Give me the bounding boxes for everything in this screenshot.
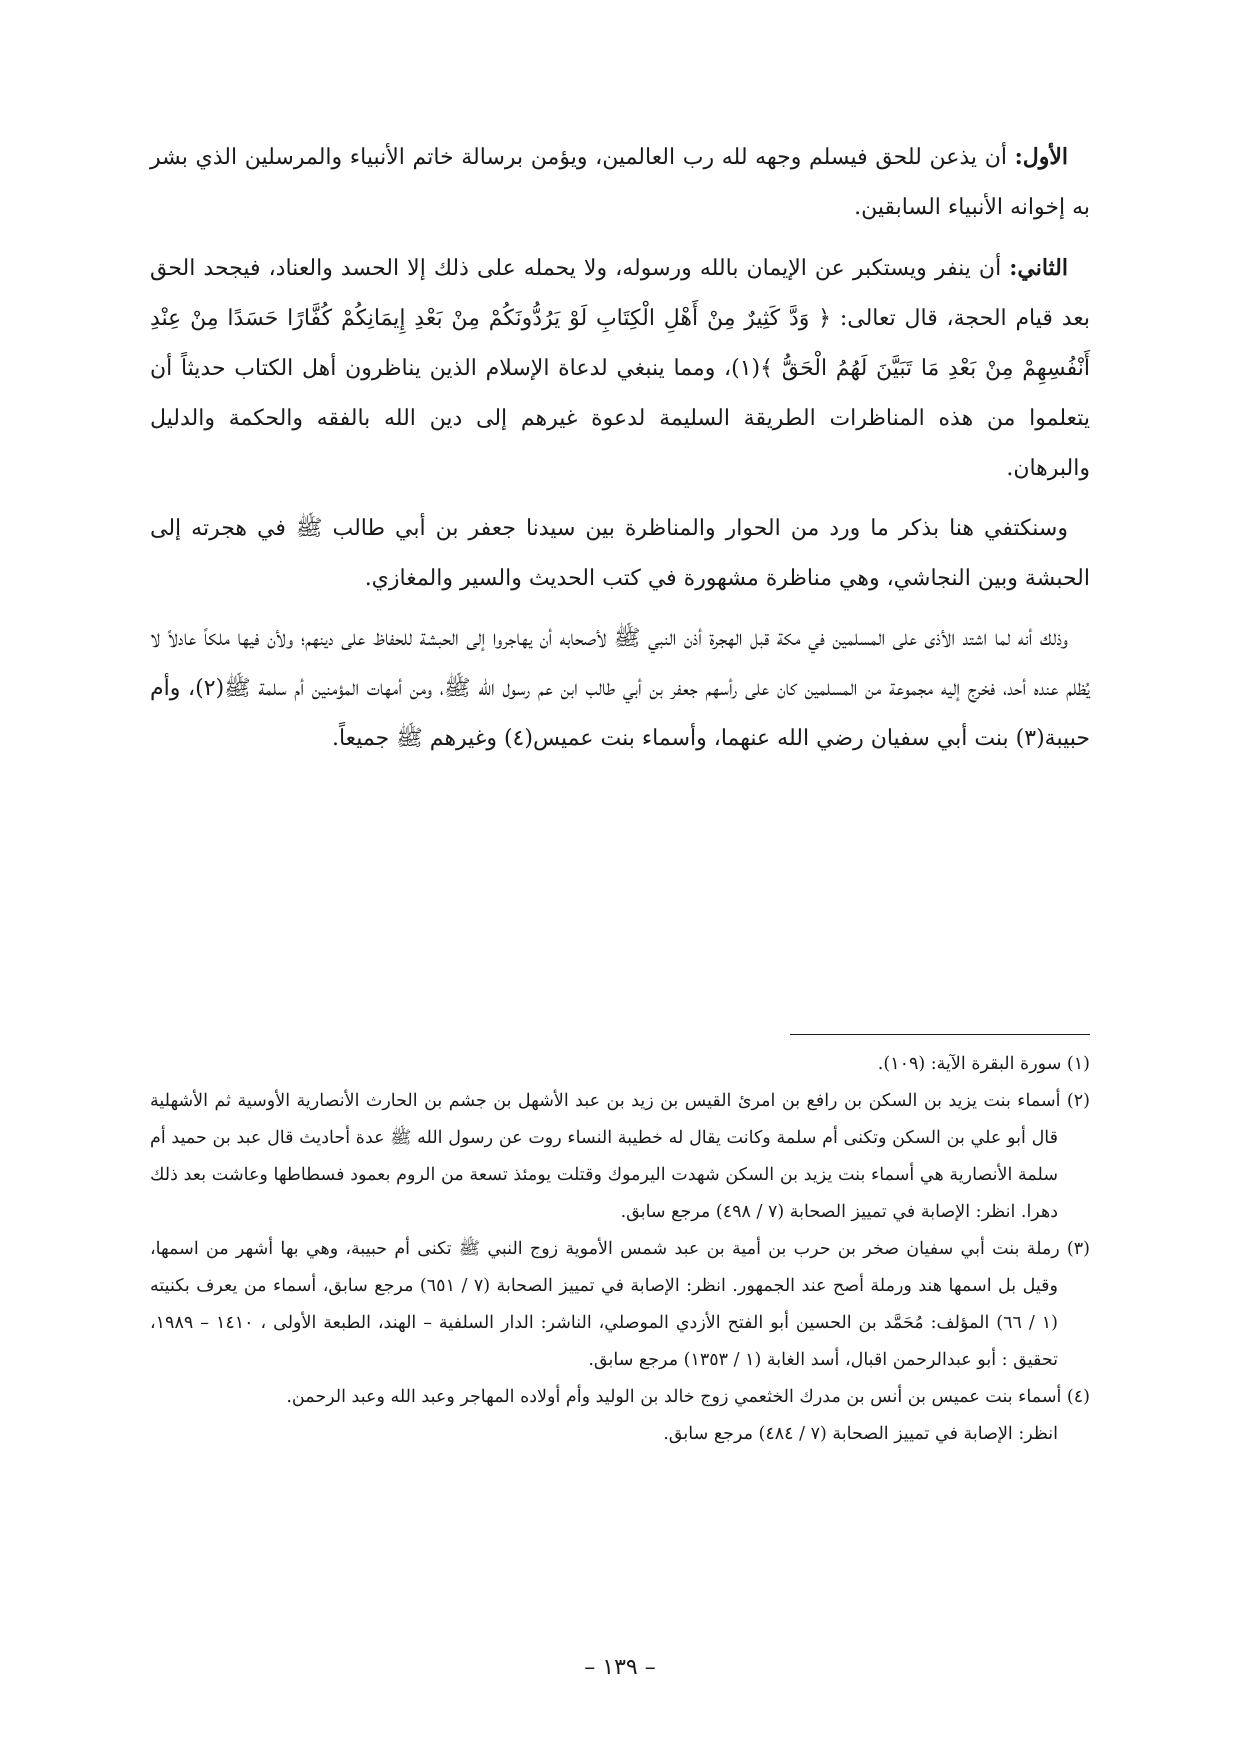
second-position-heading: الثاني: bbox=[1009, 255, 1068, 281]
paragraph-second-position bbox=[150, 243, 1090, 494]
paragraph-jafar-debate: وسنكتفي هنا بذكر ما ورد من الحوار والمناظرة بين سيدنا جعفر بن أبي طالب ﷺ في هجرته إلى الحبشة وبين النجاشي، وهي مناظرة مشهورة في كتب الحديث والسير والمغازي. bbox=[150, 516, 1090, 591]
footnote-4: (٤) أسماء بنت عميس بن أنس بن مدرك الخثعمي زوج خالد بن الوليد وأم أولاده المهاجر وعبد الله وعبد الرحمن. bbox=[286, 1387, 1090, 1407]
first-position-text: أن يذعن للحق فيسلم وجهه لله رب العالمين، ويؤمن برسالة خاتم الأنبياء والمرسلين الذي بشر به إخوانه الأنبياء السابقين. bbox=[150, 145, 1090, 220]
page-number: – ١٣٩ – bbox=[584, 1655, 656, 1680]
paragraph-first-position bbox=[150, 132, 1090, 233]
paragraph-abyssinia-migration: وذلك أنه لما اشتد الأذى على المسلمين في مكة قبل الهجرة أذن النبي ﷺ لأصحابه أن يهاجروا إلى الحبشة للحفاظ على دينهم؛ ولأن فيها ملكاً عادلاً لا يُظلم عنده أحد، فخرج إليه مجموعة من المسلمين كان على رأسهم جعفر بن أبي طالب ابن عم رسول الله ﷺ، ومن أمهات المؤمنين أم سلمة ﷺ(٢)، وأم حبيبة(٣) بنت أبي سفيان رضي الله عنهما، وأسماء بنت عميس(٤) وغيرهم ﷺ جميعاً. bbox=[150, 626, 1090, 751]
footnote-2: (٢) أسماء بنت يزيد بن السكن بن رافع بن امرئ القيس بن زيد بن عبد الأشهل بن جشم بن الحارث الأنصارية الأوسية ثم الأشهلية قال أبو علي بن السكن وتكنى أم سلمة وكانت يقال له خطيبة النساء روت عن رسول الله ﷺ عدة أحاديث قال عبد بن حميد أم سلمة الأنصارية هي أسماء بنت يزيد بن السكن شهدت اليرموك وقتلت يومئذ تسعة من الروم بعمود فسطاطها وعاشت بعد ذلك دهرا. انظر: الإصابة في تمييز الصحابة (٧ / ٤٩٨) مرجع سابق. bbox=[150, 1091, 1090, 1222]
footnote-3: (٣) رملة بنت أبي سفيان صخر بن حرب بن أمية بن عبد شمس الأموية زوج النبي ﷺ تكنى أم حبيبة، وهي بها أشهر من اسمها، وقيل بل اسمها هند ورملة أصح عند الجمهور. انظر: الإصابة في تمييز الصحابة (٧ / ٦٥١) مرجع سابق، أسماء من يعرف بكنيته (١ / ٦٦) المؤلف: مُحَمَّد بن الحسين أبو الفتح الأزدي الموصلي، الناشر: الدار السلفية – الهند، الطبعة الأولى ، ١٤١٠ – ١٩٨٩، تحقيق : أبو عبدالرحمن اقبال، أسد الغابة (١ / ١٣٥٣) مرجع سابق. bbox=[150, 1239, 1090, 1370]
footnote-separator bbox=[790, 1034, 1090, 1035]
footnote-4-continuation: انظر: الإصابة في تمييز الصحابة (٧ / ٤٨٤) مرجع سابق. bbox=[663, 1424, 1058, 1444]
second-position-text: أن ينفر ويستكبر عن الإيمان بالله ورسوله، ولا يحمله على ذلك إلا الحسد والعناد، فيجحد الحق بعد قيام الحجة، قال تعالى: ﴿ وَدَّ كَثِيرٌ مِنْ أَهْلِ الْكِتَابِ لَوْ يَرُدُّونَكُمْ مِنْ بَعْدِ إِيمَانِكُمْ كُفَّارًا حَسَدًا مِنْ عِنْدِ أَنْفُسِهِمْ مِنْ بَعْدِ مَا تَبَيَّنَ لَهُمُ الْحَقُّ ﴾(١)، ومما ينبغي لدعاة الإسلام الذين يناظرون أهل الكتاب حديثاً أن يتعلموا من هذه المناظرات الطريقة السليمة لدعوة غيرهم إلى دين الله بالفقه والحكمة والدليل والبرهان. bbox=[150, 256, 1090, 481]
footnotes-section bbox=[150, 1046, 1090, 1453]
main-body-text bbox=[150, 132, 1090, 774]
footnote-1: (١) سورة البقرة الآية: (١٠٩). bbox=[877, 1054, 1090, 1074]
first-position-heading: الأول: bbox=[1014, 144, 1068, 170]
